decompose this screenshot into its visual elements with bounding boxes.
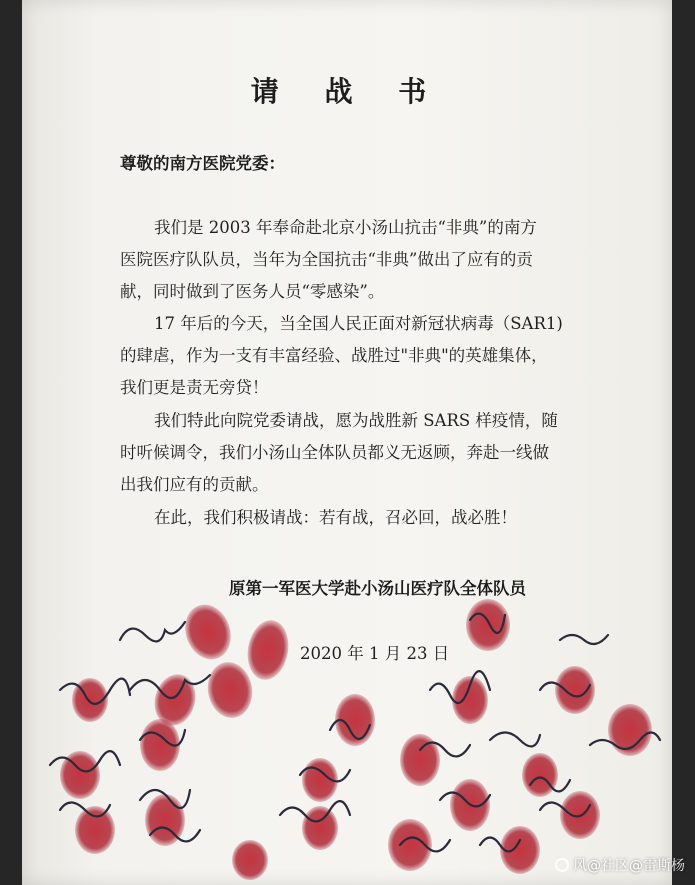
fingerprint [522,753,558,797]
fingerprint [232,840,268,880]
handwritten-signature [490,733,540,747]
fingerprint [302,806,338,850]
paragraph-line: 在此，我们积极请战：若有战，召必回，战必胜！ [154,508,517,527]
paragraph-line: 我们是 2003 年奉命赴北京小汤山抗击“非典”的南方 [154,218,537,237]
fingerprint [75,806,115,854]
watermark-text: 风@社区@雷斯杨 [573,858,685,874]
paragraph-line: 出我们应有的贡献。 [120,475,269,494]
fingerprint [178,598,238,666]
paragraph-line: 我们更是责无旁贷！ [120,378,269,397]
paragraph-line: 献，同时做到了医务人员“零感染”。 [120,282,385,301]
paragraph-line: 17 年后的今天，当全国人民正面对新冠状病毒（SAR1) [154,314,563,333]
signer-line: 原第一军医大学赴小汤山医疗队全体队员 [229,579,526,598]
handwritten-signature [560,635,608,644]
paragraph-line: 时听候调令，我们小汤山全体队员都义无返顾，奔赴一线做 [120,443,549,462]
weibo-icon [555,858,569,872]
fingerprint [555,666,595,714]
paragraph-line: 医院医疗队队员，当年为全国抗击“非典”做出了应有的贡 [120,250,533,269]
paragraph-line: 我们特此向院党委请战，愿为战胜新 SARS 样疫情，随 [154,411,558,430]
fingerprint [243,617,293,683]
handwritten-signature [120,622,185,641]
fingerprint [203,659,256,722]
watermark [555,855,685,875]
document-date: 2020 年 1 月 23 日 [300,644,450,663]
document-title: 请 战 书 [250,75,445,108]
paragraph-line: 的肆虐，作为一支有丰富经验、战胜过"非典"的英雄集体， [120,346,548,365]
salutation: 尊敬的南方医院党委： [120,154,285,173]
